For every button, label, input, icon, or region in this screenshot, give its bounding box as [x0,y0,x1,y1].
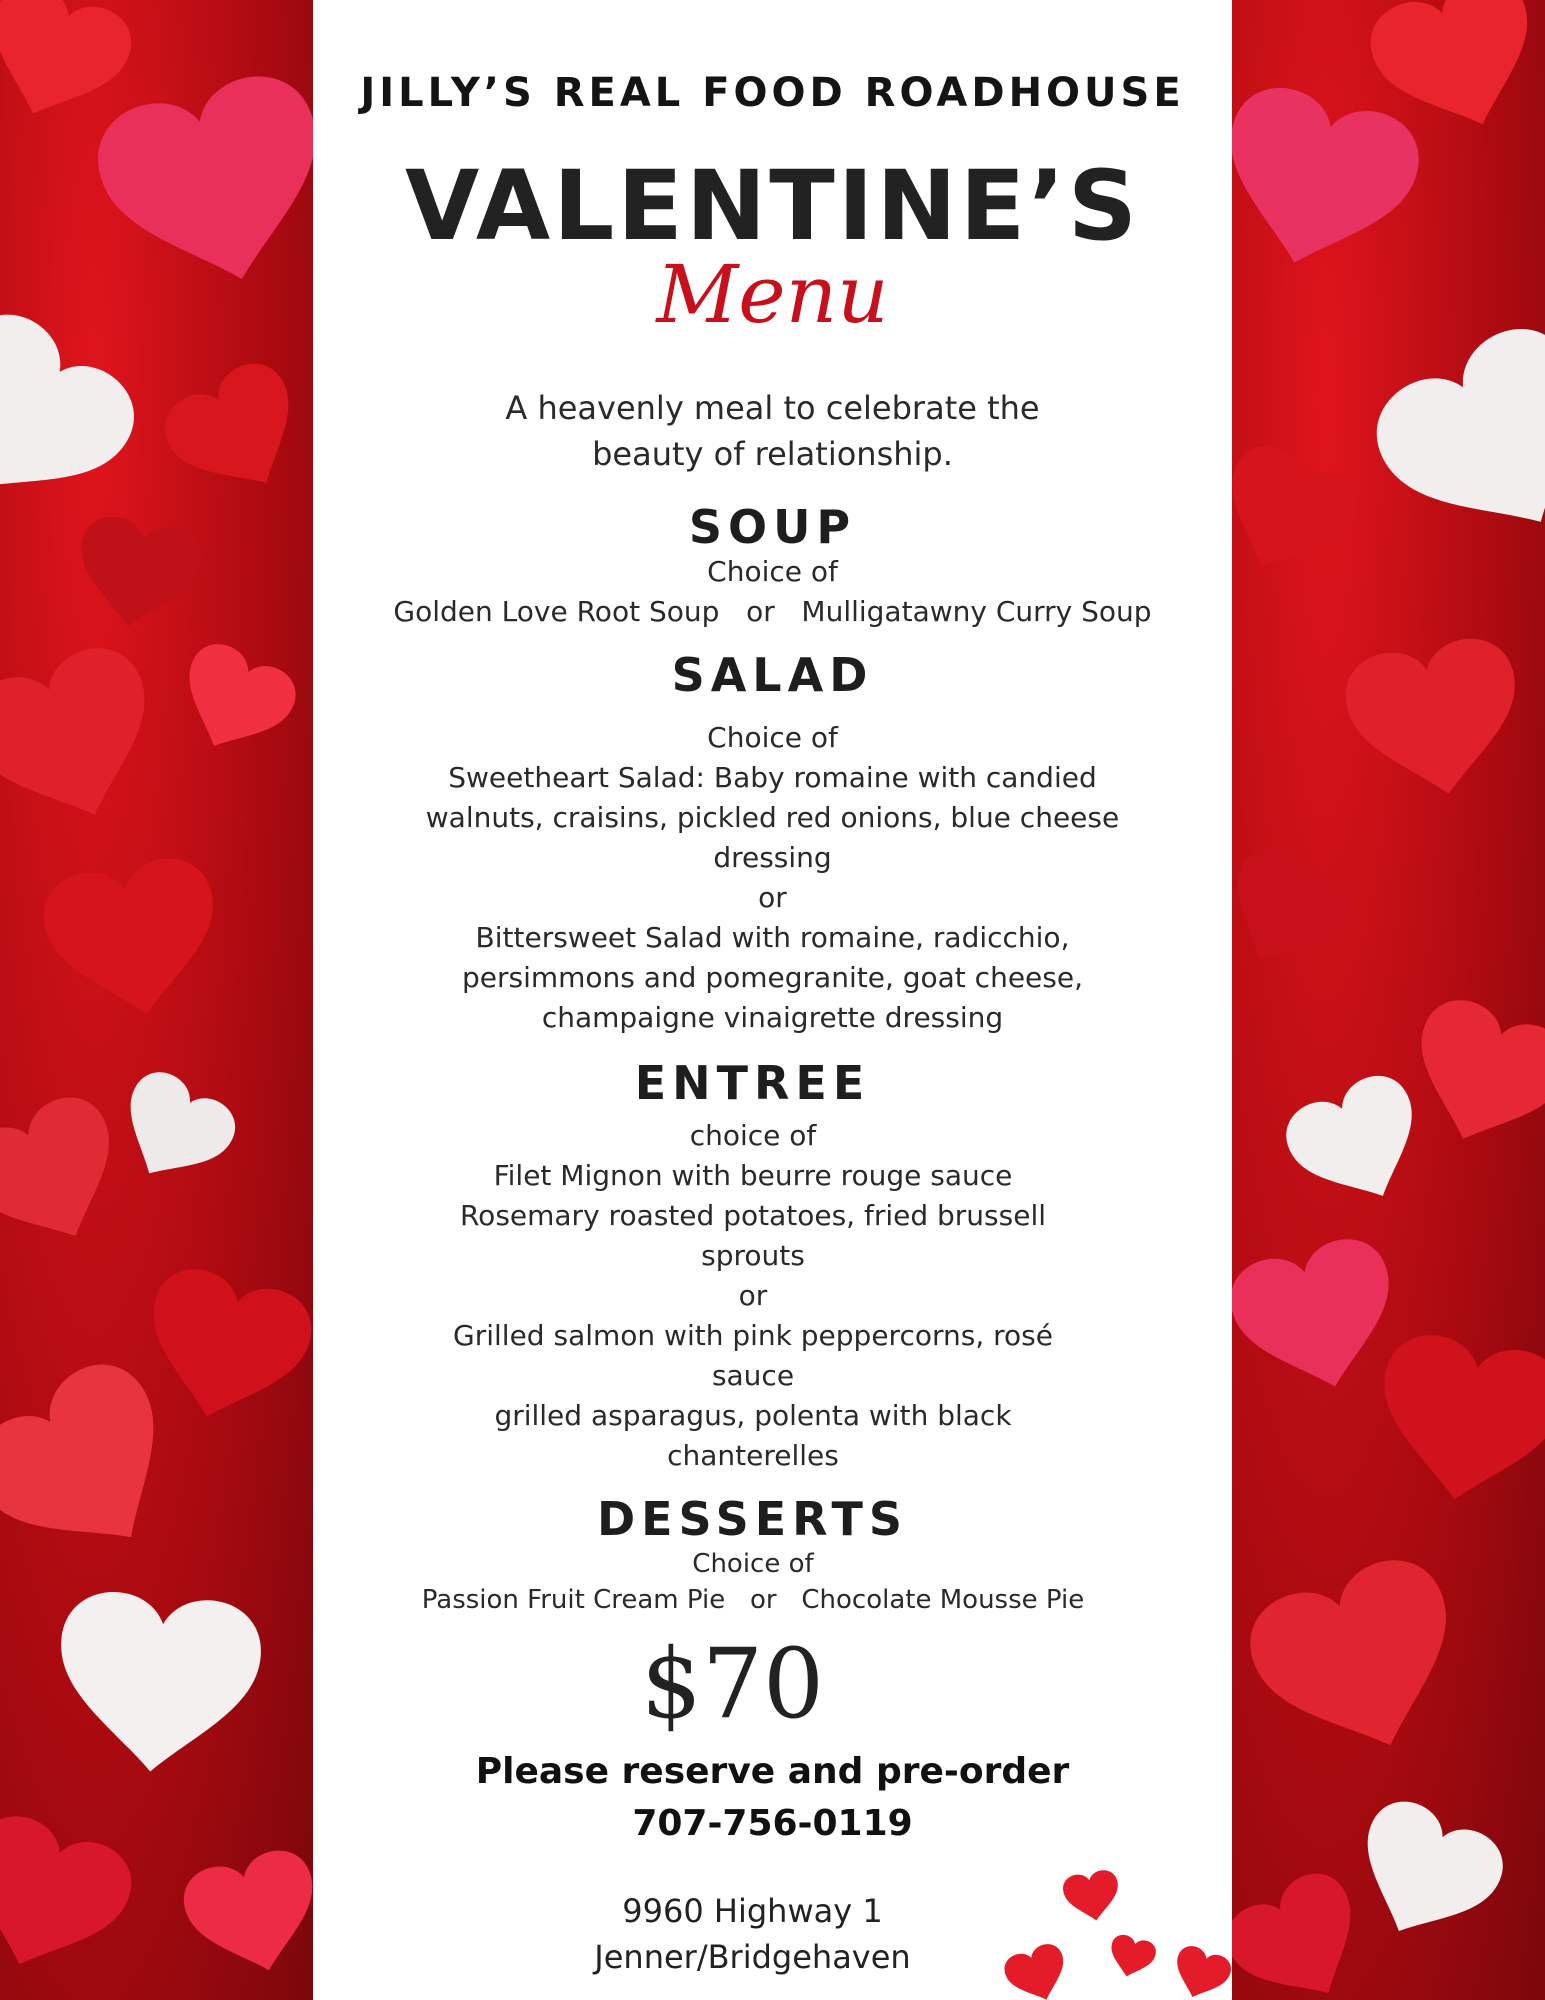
salad-line: or [758,881,787,914]
menu-script-word: Menu [656,248,889,341]
salad-section [313,718,1232,1038]
desserts-section [313,1546,1193,1618]
entree-line: sauce [711,1359,795,1392]
tagline-line: A heavenly meal to celebrate the [505,389,1040,427]
menu-headline: VALENTINE’S [405,150,1140,262]
heart-icon [1232,0,1545,2000]
entree-line: Rosemary roasted potatoes, fried brussell [459,1199,1047,1232]
reservation-info [313,1746,1232,1850]
entree-section [313,1116,1193,1476]
entree-choice: choice of [689,1119,817,1152]
entree-line: grilled asparagus, polenta with black [494,1399,1012,1432]
price: $70 [640,1628,825,1740]
salad-choice: Choice of [707,721,838,754]
salad-line: persimmons and pomegranite, goat cheese, [461,961,1083,994]
salad-line: Bittersweet Salad with romaine, radicchio, [475,921,1070,954]
salad-line: champaigne vinaigrette dressing [541,1001,1004,1034]
soup-title: SOUP [688,500,857,554]
desserts-title: DESSERTS [596,1492,909,1546]
hearts-background-right [1232,0,1545,2000]
entree-line: Filet Mignon with beurre rouge sauce [493,1159,1013,1192]
address-city: Jenner/Bridgehaven [594,1938,911,1976]
reserve-text: Please reserve and pre-order [475,1751,1070,1792]
entree-title: ENTREE [634,1056,871,1110]
address-street: 9960 Highway 1 [622,1892,883,1930]
heart-icon [0,0,313,2000]
entree-line: chanterelles [667,1439,839,1472]
phone-number: 707-756-0119 [632,1803,913,1844]
entree-line: or [738,1279,768,1312]
restaurant-name: JILLY’S REAL FOOD ROADHOUSE [360,70,1185,116]
soup-options: Golden Love Root Soup or Mulligatawny Curry Soup [393,595,1152,628]
entree-line: Grilled salmon with pink peppercorns, rosé [453,1319,1053,1352]
soup-choice: Choice of [707,555,838,588]
tagline-line: beauty of relationship. [592,435,953,473]
hearts-background-left [0,0,313,2000]
tagline [413,385,1132,477]
salad-line: dressing [713,841,832,874]
salad-line: walnuts, craisins, pickled red onions, blue cheese [425,801,1120,834]
menu-panel [313,0,1232,2000]
desserts-choice: Choice of [692,1549,814,1579]
soup-section [313,552,1232,632]
heart-icon [993,1850,1232,2000]
salad-title: SALAD [671,648,874,702]
entree-line: sprouts [701,1239,805,1272]
salad-line: Sweetheart Salad: Baby romaine with candied [448,761,1097,794]
desserts-options: Passion Fruit Cream Pie or Chocolate Mousse Pie [421,1585,1085,1615]
